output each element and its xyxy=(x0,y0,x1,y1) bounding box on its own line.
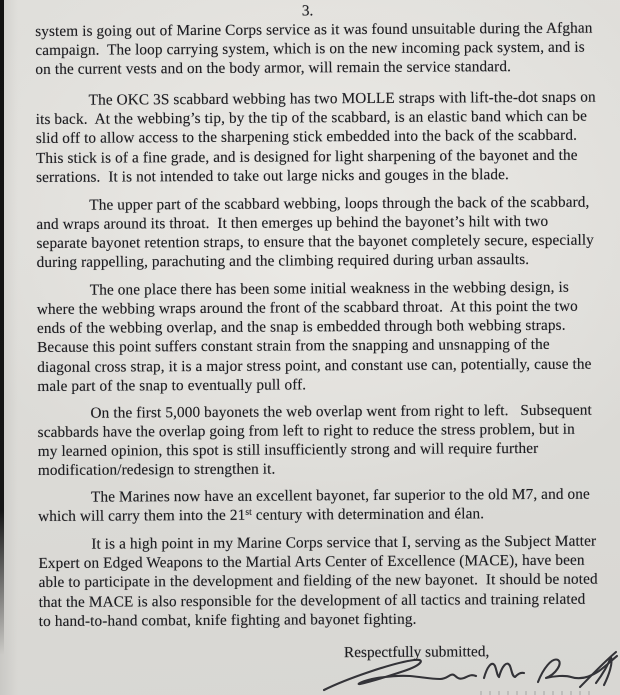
closing-line: Respectfully submitted, xyxy=(343,642,490,661)
text-line: The one place there has been some initial weakness in the webbing design, is xyxy=(89,278,569,299)
text-line: its back. At the webbing’s tip, by the tip of the scabbard, is an elastic band which can be xyxy=(35,108,588,129)
text-line: on the current vests and on the body armor, will remain the service standard. xyxy=(35,58,512,79)
text-line: The OKC 3S scabbard webbing has two MOLLE straps with lift-the-dot snaps on xyxy=(88,88,596,109)
text-line: system is going out of Marine Corps service as it was found unsuitable during the Afghan xyxy=(35,19,593,40)
text-line: diagonal cross strap, it is a major stress point, and constant use can, potentially, cause the xyxy=(37,355,592,376)
text-line: On the first 5,000 bayonets the web overlap went from right to left. Subsequent xyxy=(90,401,592,422)
text-line: Expert on Edged Weapons to the Martial Arts Center of Excellence (MACE), have been xyxy=(38,551,585,573)
text-line: The upper part of the scabbard webbing, loops through the back of the scabbard, xyxy=(89,193,590,214)
text-line: which will carry them into the 21st century with determination and élan. xyxy=(38,505,485,526)
text-line: serrations. It is not intended to take out large nicks and gouges in the blade. xyxy=(36,165,509,186)
text-line: during rappelling, parachuting and the climbing required during urban assaults. xyxy=(36,251,530,272)
text-line: that the MACE is also responsible for the development of all tactics and training related xyxy=(38,590,586,611)
paragraph xyxy=(36,88,603,187)
paragraph xyxy=(38,485,604,527)
text-line: Because this point suffers constant strain from the snapping and unsnapping of the xyxy=(37,336,550,357)
cut-off-text-artifact xyxy=(480,691,590,695)
text-line: scabbards have the overlap going from left to right to reduce the stress problem, but in xyxy=(37,420,575,441)
text-line: campaign. The loop carrying system, which is on the new incoming pack system, and is xyxy=(35,38,585,60)
paragraph xyxy=(37,400,603,480)
document-body xyxy=(35,19,605,631)
text-line: modification/redesign to strengthen it. xyxy=(37,460,276,479)
text-line: and wraps around its throat. It then emerges up behind the bayonet’s hilt with two xyxy=(36,212,549,233)
text-line: male part of the snap to eventually pull off. xyxy=(37,375,307,395)
text-line: ends of the webbing overlap, and the snap is embedded through both webbing straps. xyxy=(36,317,566,338)
paragraph xyxy=(38,532,605,631)
text-line: slid off to allow access to the sharpening stick embedded into the back of the scabbard. xyxy=(35,127,578,148)
signature-image xyxy=(318,649,620,695)
text-line: It is a high point in my Marine Corps service that I, serving as the Subject Matter xyxy=(91,532,597,553)
text-line: my learned opinion, this spot is still insufficiently strong and will require further xyxy=(37,439,539,460)
page-number: 3. xyxy=(301,2,314,20)
paragraph xyxy=(35,19,601,80)
text-line: This stick is of a fine grade, and is designed for light sharpening of the bayonet and the xyxy=(35,146,578,167)
text-line: The Marines now have an excellent bayonet, far superior to the old M7, and one xyxy=(90,485,590,506)
paragraph xyxy=(36,192,602,272)
signature-first-name-stroke xyxy=(324,660,476,690)
signature-middle-initial-stroke xyxy=(484,664,524,678)
scan-edge-artifact xyxy=(0,0,4,655)
paragraph xyxy=(37,278,604,396)
text-line: able to participate in the development and fielding of the new bayonet. It should be noted xyxy=(38,571,598,592)
text-line: to hand-to-hand combat, knife fighting and bayonet fighting. xyxy=(38,610,417,630)
text-line: separate bayonet retention straps, to ensure that the bayonet completely secure, especially xyxy=(36,231,594,252)
text-line: where the webbing wraps around the front of the scabbard throat. At this point the two xyxy=(36,297,578,319)
page-content xyxy=(35,0,605,664)
